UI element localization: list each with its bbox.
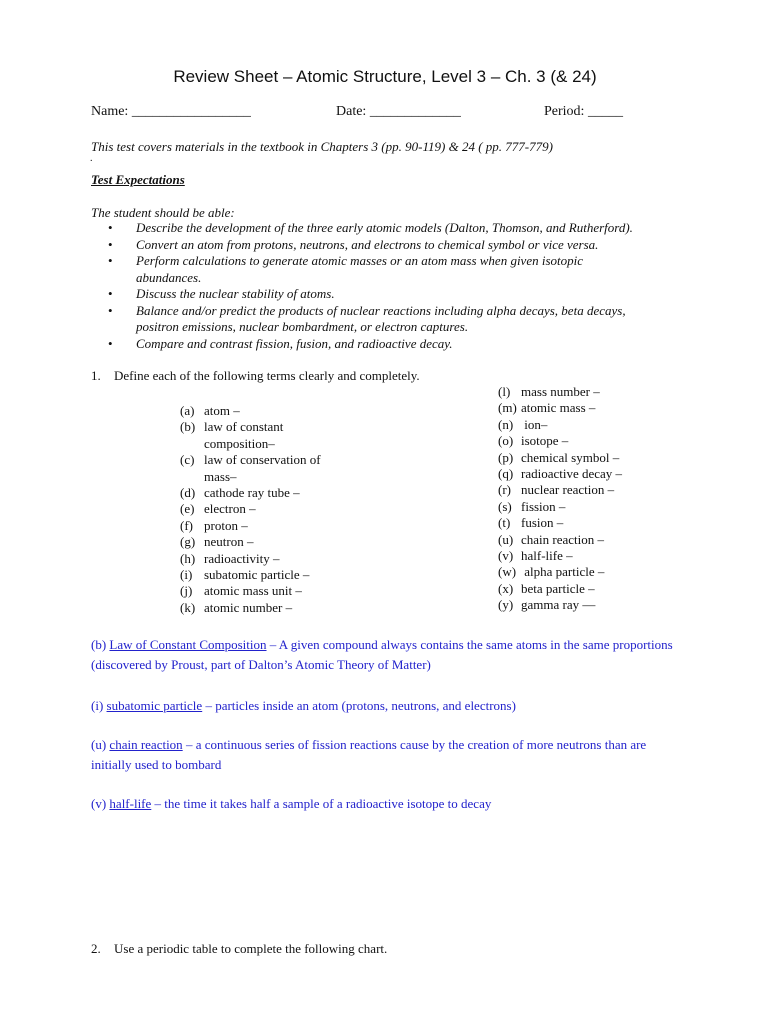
term-item: (o) isotope –	[498, 433, 569, 449]
bullet-icon: •	[108, 302, 113, 318]
term-item: (j) atomic mass unit –	[180, 583, 302, 599]
term-item: (e) electron –	[180, 501, 256, 517]
date-field: Date: _____________	[336, 104, 461, 119]
bullet-icon: •	[108, 220, 113, 235]
expectations-heading: Test Expectations	[91, 172, 185, 187]
bullet-icon: •	[108, 286, 113, 301]
expectation-item: • Describe the development of the three early atomic models (Dalton, Thomson, and Rutherford).	[108, 220, 633, 235]
term-item: mass–	[204, 468, 237, 484]
expectation-item: • Discuss the nuclear stability of atoms.	[108, 286, 335, 301]
term-item: (h) radioactivity –	[180, 550, 280, 566]
term-item: (u) chain reaction –	[498, 531, 605, 547]
name-field: Name: _________________	[91, 104, 251, 119]
expectation-item: • Balance and/or predict the products of nuclear reactions including alpha decays, beta decays, positron emissions, nuclear bombardment, or electron captures.	[108, 302, 626, 334]
coverage-note: This test covers materials in the textbook in Chapters 3 (pp. 90-119) & 24 ( pp. 777-779)	[91, 139, 553, 154]
terms-list-right	[498, 384, 622, 614]
term-item: (f) proton –	[180, 517, 248, 533]
answer-half-life: (v) half-life – the time it takes half a sample of a radioactive isotope to decay	[91, 796, 492, 811]
expectation-item: • Compare and contrast fission, fusion, and radioactive decay.	[108, 335, 453, 351]
term-item: (l) mass number –	[498, 384, 600, 399]
question-2-prompt: Use a periodic table to complete the following chart.	[114, 941, 388, 956]
term-item: (p) chemical symbol –	[498, 449, 620, 465]
term-item: (y) gamma ray —	[498, 597, 596, 613]
term-item: (m) atomic mass –	[498, 400, 596, 416]
term-item: (n) ion–	[498, 416, 548, 432]
term-item: (q) radioactive decay –	[498, 466, 623, 482]
term-item: (w) alpha particle –	[498, 564, 605, 580]
answer-chain-reaction: (u) chain reaction – a continuous series of fission reactions cause by the creation of more neutrons than are initially used to bombard	[91, 737, 647, 772]
term-item: (t) fusion –	[498, 515, 564, 531]
term-item: (s) fission –	[498, 498, 566, 514]
expectations-intro: The student should be able:	[91, 205, 235, 220]
answer-term: subatomic particle	[106, 698, 203, 713]
expectation-item: • Perform calculations to generate atomic masses or an atom mass when given isotopic abundances.	[108, 253, 584, 285]
bullet-icon: •	[108, 236, 113, 252]
term-item: (i) subatomic particle –	[180, 567, 310, 583]
answer-law-of-constant-composition: (b) Law of Constant Composition – A given compound always contains the same atoms in the same proportions (discovered by Proust, part of Dalton’s Atomic Theory of Matter)	[91, 637, 673, 672]
term-item: composition–	[204, 435, 275, 451]
term-item: (b) law of constant	[180, 419, 284, 435]
answer-term: half-life	[109, 796, 152, 811]
term-item: (g) neutron –	[180, 534, 254, 550]
term-item: (a) atom –	[180, 403, 240, 418]
bullet-icon: •	[108, 335, 113, 351]
term-item: (k) atomic number –	[180, 599, 293, 615]
term-item: (c) law of conservation of	[180, 452, 321, 468]
answer-term: chain reaction	[109, 737, 183, 752]
question-1-prompt: Define each of the following terms clearly and completely.	[114, 368, 420, 383]
terms-list-left	[180, 403, 321, 616]
stray-mark: .	[90, 153, 93, 164]
expectation-item: • Convert an atom from protons, neutrons, and electrons to chemical symbol or vice versa.	[108, 236, 599, 252]
page-title: Review Sheet – Atomic Structure, Level 3 – Ch. 3 (& 24)	[173, 67, 597, 86]
term-item: (x) beta particle –	[498, 580, 595, 596]
answer-term: Law of Constant Composition	[109, 637, 267, 652]
term-item: (v) half-life –	[498, 548, 573, 564]
expectations-list	[108, 220, 678, 352]
bullet-icon: •	[108, 253, 113, 268]
question-1-number: 1.	[91, 368, 101, 383]
answer-subatomic-particle: (i) subatomic particle – particles inside an atom (protons, neutrons, and electrons)	[91, 698, 516, 713]
term-item: (d) cathode ray tube –	[180, 485, 300, 501]
period-field: Period: _____	[544, 104, 623, 119]
term-item: (r) nuclear reaction –	[498, 482, 615, 498]
question-2-number: 2.	[91, 941, 101, 956]
